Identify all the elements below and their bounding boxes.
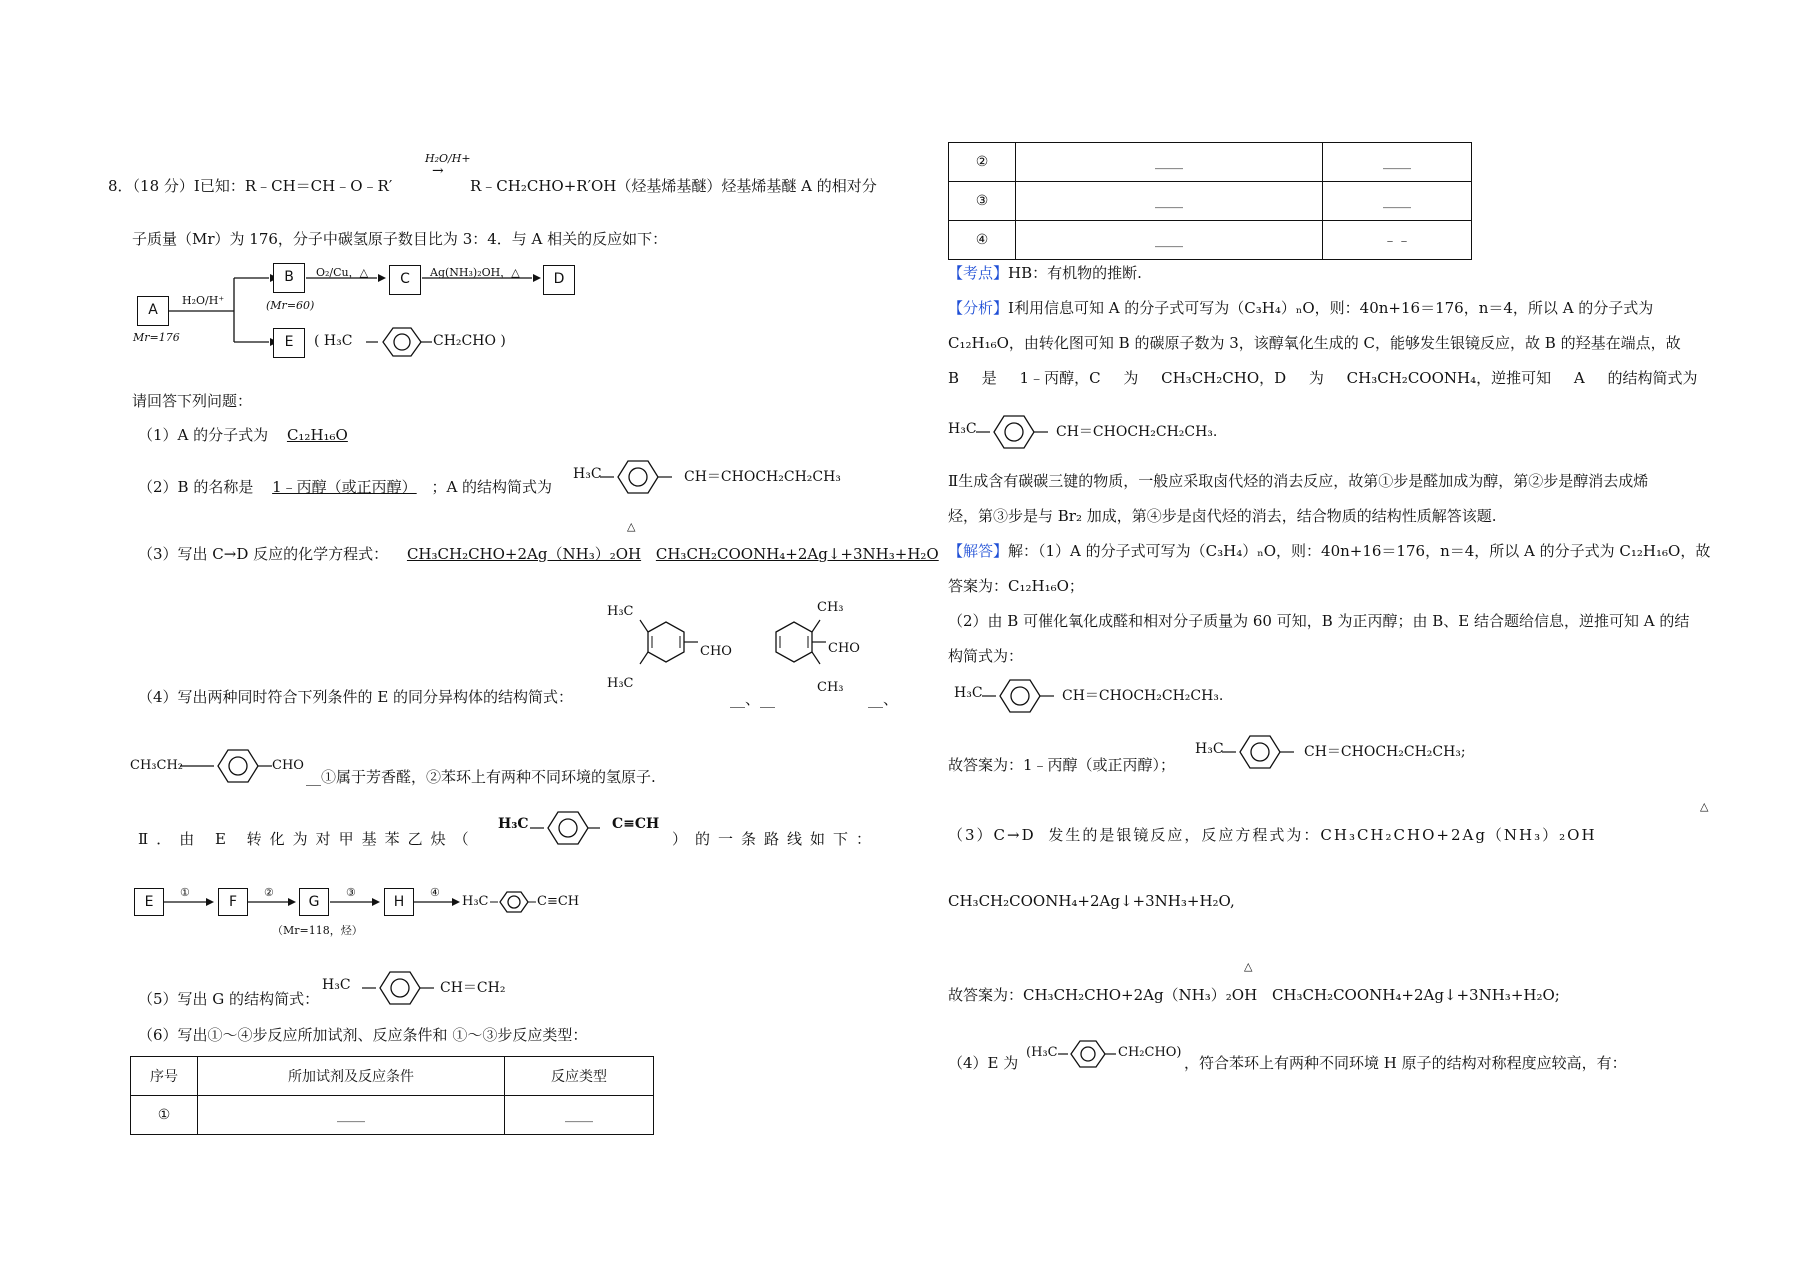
conditions-text: ①属于芳香醛，②苯环上有两种不同环境的氢原子. (321, 768, 656, 786)
part5 (138, 988, 319, 1009)
table-cell: ____ (1016, 182, 1323, 221)
jieda-2: 答案为：C₁₂H₁₆O； (948, 577, 1084, 595)
iso2-ch3-bot: CH₃ (817, 680, 844, 695)
scheme2-g-mr: （Mr=118，烃） (272, 924, 363, 937)
iso1-ch3-top: H₃C (607, 604, 634, 619)
reagent-table-right (948, 142, 1472, 260)
compound-a-mr: Mr=176 (133, 331, 180, 344)
struct1-right: CH＝CHOCH₂CH₂CH₃. (1056, 424, 1218, 440)
reaction-arrow-label: H₂O/H+ (425, 152, 471, 165)
struct-a-left: H₃C (573, 466, 602, 482)
part3-answer-b: CH₃CH₂COONH₄+2Ag↓+3NH₃+H₂O (655, 545, 939, 563)
part3-answer-a: CH₃CH₂CHO+2Ag（NH₃）₂OH (406, 545, 642, 563)
scheme2-e: E (134, 888, 164, 916)
table-cell: ____ (198, 1096, 505, 1135)
kaodian (948, 262, 1142, 283)
iso3-left: CH₃CH₂ (130, 758, 183, 773)
fenxi-4: Ⅱ生成含有碳碳三键的物质，一般应采取卤代烃的消去反应，故第①步是醛加成为醇，第②步是醇消去成烯 (948, 472, 1649, 490)
struct2-left: H₃C (954, 685, 983, 701)
jieda-3: （2）由 B 可催化氧化成醛和相对分子质量为 60 可知，B 为正丙醇；由 B、E 结合题给信息，逆推可知 A 的结 (948, 612, 1690, 630)
kaodian-text: HB：有机物的推断. (1008, 264, 1142, 282)
table-header-row (131, 1057, 654, 1096)
part6: （6）写出①～④步反应所加试剂、反应条件和 ①～③步反应类型： (138, 1026, 588, 1044)
fenxi-tag: 【分析】 (948, 299, 1009, 317)
jieda9-struct-right: CH₂CHO) (1118, 1045, 1182, 1060)
fenxi-1 (948, 297, 1653, 318)
fenxi-text-1: Ⅰ利用信息可知 A 的分子式可写为（C₃H₄）ₙO，则：40n+16＝176，n＝4，所以 A 的分子式为 (1008, 299, 1654, 317)
jieda-text-1: 解：（1）A 的分子式可写为（C₃H₄）ₙO，则：40n+16＝176，n＝4，所以 A 的分子式为 C₁₂H₁₆O，故 (1008, 542, 1711, 560)
table-header: 所加试剂及反应条件 (198, 1057, 505, 1096)
struct3-ring (1222, 730, 1312, 774)
part-ii-struct-left: H₃C (498, 816, 529, 832)
table-cell: ② (949, 143, 1016, 182)
part3-text: （3）写出 C→D 反应的化学方程式： (138, 545, 389, 563)
jieda-tag: 【解答】 (948, 542, 1009, 560)
table-cell: ____ (1016, 221, 1323, 260)
scheme2-arrows (0, 0, 900, 950)
q8-header-right: R﹣CH₂CHO+R′OH（烃基烯基醚）烃基烯基醚 A 的相对分 (470, 177, 877, 195)
compound-a-box: A (137, 296, 169, 326)
conditions: __①属于芳香醛，②苯环上有两种不同环境的氢原子. (306, 768, 656, 786)
iso1-ch3-bot: H₃C (607, 676, 634, 691)
compound-d-box: D (543, 265, 575, 295)
table-header: 反应类型 (505, 1057, 654, 1096)
fenxi-2: C₁₂H₁₆O，由转化图可知 B 的碳原子数为 3，该醇氧化生成的 C，能够发生银镜反应，故 B 的羟基在端点，故 (948, 334, 1681, 352)
scheme2-step2: ② (264, 886, 274, 899)
jieda-6: （3）C→D 发生的是银镜反应，反应方程式为：CH₃CH₂CHO+2Ag（NH₃）₂OH (948, 826, 1597, 844)
part1-answer: C₁₂H₁₆O (286, 426, 348, 444)
table-cell: ﹣﹣ (1323, 221, 1472, 260)
compound-e-struct-left: ( H₃C (314, 333, 353, 349)
part4-sep2: __、 (868, 690, 899, 708)
compound-e-struct-right: CH₂CHO ) (433, 333, 506, 349)
table-header: 序号 (131, 1057, 198, 1096)
scheme2-step4: ④ (430, 886, 440, 899)
q8-line2: 子质量（Mr）为 176，分子中碳氢原子数目比为 3：4．与 A 相关的反应如下： (132, 230, 668, 248)
struct1-ring (976, 410, 1066, 454)
struct1-left: H₃C (948, 421, 977, 437)
table-cell: ① (131, 1096, 198, 1135)
struct2-ring (982, 674, 1072, 718)
scheme2-g: G (299, 888, 329, 916)
part5-text: （5）写出 G 的结构简式： (138, 990, 320, 1008)
iso2-ch3-top: CH₃ (817, 600, 844, 615)
struct-g-left: H₃C (322, 977, 351, 993)
iso2-cho: CHO (828, 641, 860, 656)
jieda-8 (948, 984, 1560, 1005)
compound-e-box: E (273, 328, 305, 358)
compound-b-box: B (273, 263, 305, 293)
tollens-label: Ag(NH₃)₂OH，△ (430, 266, 520, 279)
fenxi-5: 烃，第③步是与 Br₂ 加成，第④步是卤代烃的消去，结合物质的结构性质解答该题. (948, 507, 1497, 525)
jieda-4: 构简式为： (948, 647, 1024, 665)
kaodian-tag: 【考点】 (948, 264, 1009, 282)
table-cell: ____ (505, 1096, 654, 1135)
part-ii-end: ）的一条路线如下： (672, 830, 880, 848)
jieda-7: CH₃CH₂COONH₄+2Ag↓+3NH₃+H₂O, (948, 892, 1235, 910)
jieda-8-delta: △ (1244, 960, 1253, 973)
part1-text: （1）A 的分子式为 (138, 426, 269, 444)
iso3-cho: CHO (272, 758, 304, 773)
q8-header-left: 8．（18 分）Ⅰ已知：R﹣CH＝CH﹣O﹣R′ (108, 177, 393, 195)
scheme2-h: H (384, 888, 414, 916)
fenxi-3: B 是 1﹣丙醇，C 为 CH₃CH₂CHO，D 为 CH₃CH₂COONH₄，逆推可知 A 的结构简式为 (948, 369, 1698, 387)
compound-b-mr: (Mr=60) (266, 299, 315, 312)
struct2-right: CH＝CHOCH₂CH₂CH₃. (1062, 688, 1224, 704)
reaction-arrow: → (432, 163, 444, 179)
struct-a-right: CH＝CHOCH₂CH₂CH₃ (684, 469, 841, 485)
jieda-1 (948, 540, 1710, 561)
part2-mid: ；A 的结构简式为 (431, 478, 553, 496)
scheme2-prod-right: C≡CH (537, 894, 580, 909)
h2o-h-label: H₂O/H⁺ (182, 294, 225, 307)
table-cell: ③ (949, 182, 1016, 221)
scheme2-prod-left: H₃C (462, 894, 489, 909)
jieda-9a: （4）E 为 (948, 1054, 1019, 1072)
jieda-9b: ，符合苯环上有两种不同环境 H 原子的结构对称程度应较高，有： (1184, 1054, 1627, 1072)
table-cell: ____ (1323, 143, 1472, 182)
table-row (949, 182, 1472, 221)
scheme2-step3: ③ (346, 886, 356, 899)
part2-answer: 1﹣丙醇（或正丙醇） (272, 478, 417, 496)
o2-cu-label: O₂/Cu，△ (316, 266, 369, 279)
table-cell: ____ (1323, 182, 1472, 221)
part4-text: （4）写出两种同时符合下列条件的 E 的同分异构体的结构简式： (138, 688, 574, 706)
part-ii-struct-right: C≡CH (612, 816, 660, 832)
struct-g-ring (362, 966, 452, 1010)
jieda-8a: 故答案为：CH₃CH₂CHO+2Ag（NH₃）₂OH (948, 986, 1258, 1004)
part4-sep1: __、__ (730, 690, 776, 708)
table-cell: ④ (949, 221, 1016, 260)
compound-c-box: C (389, 265, 421, 295)
part-ii-text: Ⅱ．由 E 转化为对甲基苯乙炔（ (138, 830, 477, 848)
iso1-cho: CHO (700, 644, 732, 659)
struct-g-right: CH＝CH₂ (440, 980, 506, 996)
jieda-8b: CH₃CH₂COONH₄+2Ag↓+3NH₃+H₂O; (1271, 986, 1560, 1004)
table-cell: ____ (1016, 143, 1323, 182)
table-row (949, 143, 1472, 182)
jieda9-struct-left: (H₃C (1026, 1045, 1058, 1060)
scheme2-f: F (218, 888, 248, 916)
jieda-5: 故答案为：1﹣丙醇（或正丙醇）； (948, 756, 1176, 774)
table-row (131, 1096, 654, 1135)
scheme2-step1: ① (180, 886, 190, 899)
table-row (949, 221, 1472, 260)
struct3-left: H₃C (1195, 741, 1224, 757)
part3-delta: △ (627, 520, 636, 533)
part2-text: （2）B 的名称是 (138, 478, 254, 496)
reagent-table-left (130, 1056, 654, 1135)
ask-line: 请回答下列问题： (132, 392, 253, 410)
struct3-right: CH＝CHOCH₂CH₂CH₃; (1304, 744, 1466, 760)
jieda-6-delta: △ (1700, 800, 1709, 813)
